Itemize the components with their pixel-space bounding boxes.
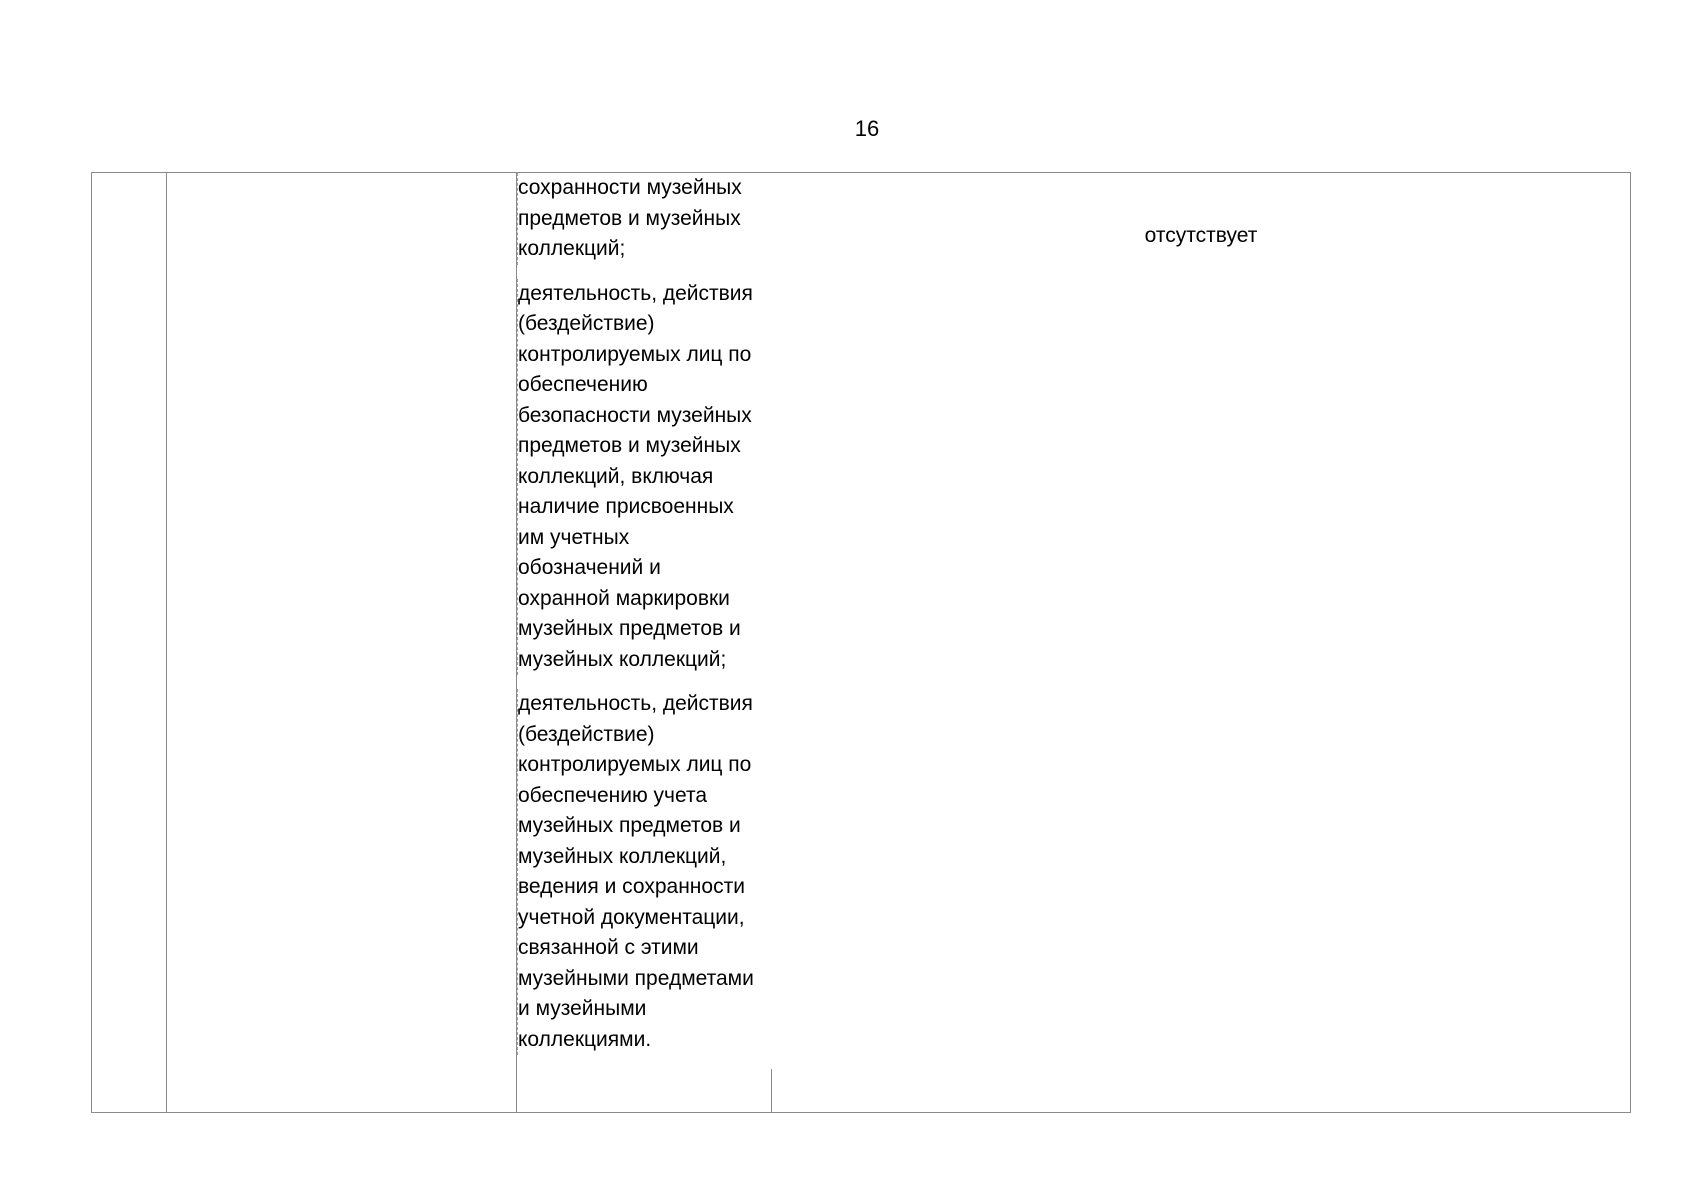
text-line: (бездействие) xyxy=(518,312,655,335)
objects-paragraph xyxy=(517,279,773,676)
table-column-objects xyxy=(517,173,772,1112)
text-line: коллекций; xyxy=(518,237,626,260)
objects-paragraph xyxy=(517,689,773,1055)
text-line: сохранности музейных xyxy=(518,176,742,199)
text-line: предметов и музейных xyxy=(518,434,741,457)
text-line: контролируемых лиц по xyxy=(518,342,752,366)
text-line: ведения и сохранности xyxy=(518,875,745,898)
table-column-status xyxy=(772,173,1630,1112)
table-column-number xyxy=(92,173,167,1112)
objects-paragraph xyxy=(517,173,773,265)
text-line: музейных предметов и xyxy=(518,814,741,837)
text-line: им учетных xyxy=(518,525,630,549)
text-line: предметов и музейных xyxy=(518,206,741,230)
text-line: безопасности музейных xyxy=(518,403,752,427)
text-line: музейными предметами xyxy=(518,966,754,990)
text-line: музейных коллекций; xyxy=(518,647,727,671)
table-column-name xyxy=(167,173,517,1112)
text-line: обеспечению xyxy=(518,373,648,396)
text-line: коллекций, включая xyxy=(518,464,714,488)
requirements-table xyxy=(91,172,1631,1113)
text-line: связанной с этими xyxy=(518,936,699,959)
page-number: 16 xyxy=(854,116,880,141)
text-line: учетной документации, xyxy=(518,905,745,929)
text-line: обеспечению учета xyxy=(518,783,708,807)
text-line: музейных коллекций, xyxy=(518,844,727,868)
text-line: деятельность, действия xyxy=(518,692,753,715)
text-line: (бездействие) xyxy=(518,722,655,746)
text-line: охранной маркировки xyxy=(518,586,730,610)
text-line: наличие присвоенных xyxy=(518,495,734,518)
objects-cell-text xyxy=(517,173,773,1069)
text-line: и музейными xyxy=(518,997,647,1020)
status-value: отсутствует xyxy=(1144,224,1258,247)
text-line: контролируемых лиц по xyxy=(518,753,752,776)
text-line: деятельность, действия xyxy=(518,281,753,305)
text-line: коллекциями. xyxy=(518,1027,652,1051)
text-line: обозначений и xyxy=(518,556,661,579)
text-line: музейных предметов и xyxy=(518,617,741,640)
